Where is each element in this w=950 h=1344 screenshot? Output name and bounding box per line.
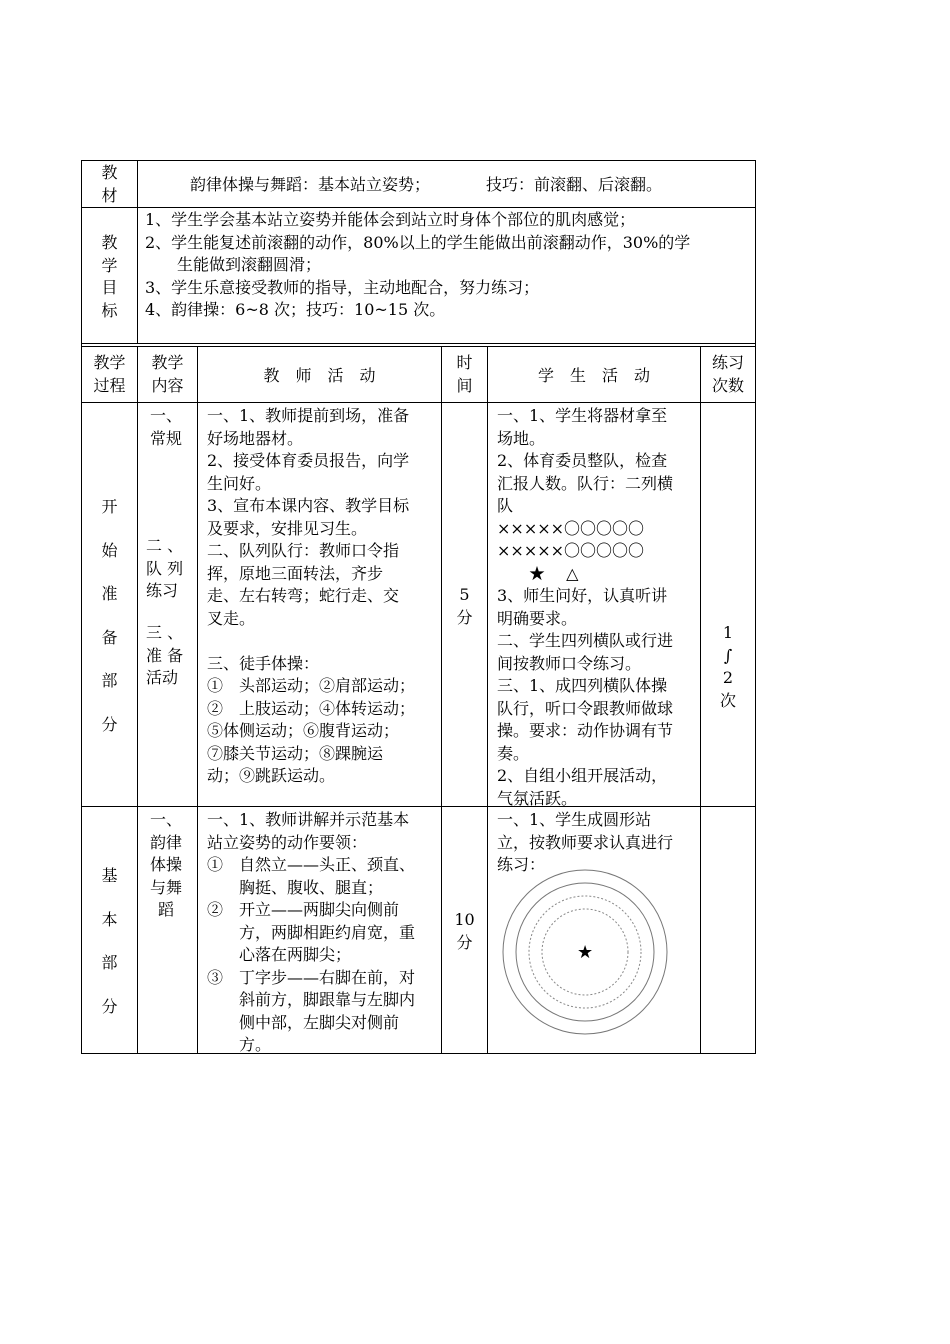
formation-row: ×××××〇〇〇〇〇	[497, 518, 645, 538]
time-text: 分	[456, 932, 473, 952]
count-text: 次	[719, 690, 736, 710]
section1-label	[82, 485, 137, 746]
section-label-char: 准	[101, 584, 118, 603]
student-line: 二、学生四列横队或行进	[497, 631, 674, 650]
section-label-char: 基	[101, 866, 118, 885]
section-label-char: 部	[101, 671, 118, 690]
header-text: 教学	[151, 353, 184, 372]
content-text: 与舞	[150, 877, 183, 897]
row-divider	[81, 207, 756, 208]
content-text: 二 、	[146, 536, 184, 555]
header-count	[701, 352, 755, 397]
teacher-line: 叉走。	[207, 608, 256, 628]
section-label-char: 分	[101, 996, 118, 1016]
teacher-line: 胸挺、腹收、腿直；	[207, 877, 384, 897]
section-label-char: 备	[101, 627, 118, 647]
teacher-line: 侧中部，左脚尖对侧前	[207, 1012, 400, 1032]
count-text: ∫	[723, 645, 733, 665]
table-border-top	[81, 160, 756, 161]
student-line: 三、1、成四列横队体操	[497, 676, 668, 695]
teacher-line: 站立姿势的动作要领：	[207, 832, 368, 852]
header-text: 过程	[93, 375, 126, 395]
student-line: 汇报人数。队行：二列横	[497, 473, 674, 493]
header-text: 间	[456, 375, 473, 395]
student-line: 练习：	[497, 855, 546, 874]
table-border-bottom	[81, 1053, 756, 1054]
header-text: 次数	[711, 375, 744, 395]
time-text: 10	[454, 910, 475, 929]
goal-line: 4、韵律操：6~8 次；技巧：10~15 次。	[145, 300, 446, 319]
student-line: 一、1、学生成圆形站	[497, 810, 652, 829]
student-line: 立，按教师要求认真进行	[497, 832, 674, 852]
content-text: 队 列	[146, 558, 184, 578]
teacher-star-icon: ★	[577, 942, 594, 963]
teacher-line: ⑤体侧运动；⑥腹背运动；	[207, 721, 400, 740]
header-student: 学 生 活 动	[537, 366, 650, 385]
content-text: 准 备	[146, 645, 184, 665]
section2-label	[82, 854, 137, 1028]
content-text: 韵律	[150, 832, 183, 852]
formation-row: ×××××〇〇〇〇〇	[497, 541, 645, 560]
student-line: 2、体育委员整队，检查	[497, 451, 668, 470]
column-divider	[197, 346, 198, 1054]
content-text: 三 、	[146, 623, 184, 642]
goals-label-char: 标	[101, 300, 118, 320]
teacher-line: ② 上肢运动；④体转运动；	[207, 698, 416, 718]
material-label-char: 材	[101, 185, 118, 205]
goals-label-char: 目	[101, 278, 118, 297]
count-text: 1	[722, 623, 734, 642]
teacher-line: 挥，原地三面转法，齐步	[207, 563, 384, 583]
student-line: 操。要求：动作协调有节	[497, 721, 674, 740]
teacher-line: 心落在两脚尖；	[207, 945, 352, 964]
section2-teacher-activities	[207, 809, 415, 1057]
goal-line: 2、学生能复述前滚翻的动作，80%以上的学生能做出前滚翻动作，30%的学	[145, 232, 691, 252]
student-line: 场地。	[497, 428, 546, 448]
teacher-line: 方。	[207, 1035, 272, 1054]
teacher-line: 及要求，安排见习生。	[207, 518, 368, 538]
section1-content-a	[150, 405, 182, 450]
student-line: 队行，听口令跟教师做球	[497, 698, 674, 718]
goals-label-char: 教	[101, 233, 118, 252]
row-divider	[81, 343, 756, 344]
section2-time	[442, 909, 487, 954]
student-line: 间按教师口令练习。	[497, 653, 642, 673]
section2-content	[150, 809, 182, 922]
column-divider	[137, 346, 138, 1054]
teacher-line: 好场地器材。	[207, 428, 304, 448]
goals-list	[145, 209, 690, 322]
teacher-line: ① 头部运动；②肩部运动；	[207, 676, 416, 695]
teacher-line: 一、1、教师提前到场，准备	[207, 406, 410, 425]
goal-line: 生能做到滚翻圆滑；	[145, 255, 322, 274]
goal-line: 1、学生学会基本站立姿势并能体会到站立时身体个部位的肌肉感觉；	[145, 210, 636, 229]
student-line: 2、自组小组开展活动，	[497, 766, 668, 785]
column-divider	[487, 346, 488, 1054]
section-label-char: 本	[101, 909, 118, 929]
header-text: 练习	[711, 353, 744, 372]
content-text: 体操	[150, 855, 183, 874]
section1-content-b	[146, 535, 183, 603]
goals-label	[82, 232, 137, 322]
row-divider	[81, 346, 756, 347]
column-divider	[137, 160, 138, 344]
header-process	[82, 352, 137, 397]
header-text: 教学	[93, 353, 126, 372]
teacher-line: 生问好。	[207, 473, 272, 493]
header-content	[138, 352, 197, 397]
section-label-char: 部	[101, 953, 118, 972]
material-label	[82, 162, 137, 207]
teacher-line: ③ 丁字步——右脚在前，对	[207, 967, 416, 987]
teacher-line: 2、接受体育委员报告，向学	[207, 451, 410, 470]
content-text: 常规	[150, 428, 183, 448]
teacher-line: 动；⑨跳跃运动。	[207, 766, 336, 785]
goal-line: 3、学生乐意接受教师的指导，主动地配合，努力练习；	[145, 277, 540, 297]
section-label-char: 分	[101, 714, 118, 734]
teacher-line: 一、1、教师讲解并示范基本	[207, 810, 410, 829]
section1-content-c	[146, 622, 183, 690]
student-line: 奏。	[497, 743, 530, 763]
header-text: 时	[456, 353, 473, 372]
content-text: 一、	[150, 810, 183, 829]
row-divider	[81, 402, 756, 403]
count-text: 2	[722, 668, 734, 687]
student-line: 一、1、学生将器材拿至	[497, 406, 668, 425]
header-teacher: 教 师 活 动	[263, 366, 376, 385]
material-content: 韵律体操与舞蹈：基本站立姿势； 技巧：前滚翻、后滚翻。	[190, 175, 663, 194]
formation-markers: ★ △	[497, 563, 579, 583]
content-text: 活动	[146, 668, 179, 687]
teacher-line: ⑦膝关节运动；⑧踝腕运	[207, 743, 384, 763]
header-text: 内容	[151, 375, 184, 395]
section1-count	[701, 622, 755, 712]
table-border-right	[755, 160, 756, 1054]
teacher-line: 3、宣布本课内容、教学目标	[207, 496, 410, 515]
section1-teacher-activities	[207, 405, 415, 788]
content-text: 练习	[146, 581, 179, 600]
teacher-line: ② 开立——两脚尖向侧前	[207, 900, 400, 919]
time-text: 分	[456, 607, 473, 627]
header-time	[442, 352, 487, 397]
teacher-line: 二、队列队行：教师口令指	[207, 541, 400, 560]
teacher-line: 斜前方，脚跟靠与左脚内	[207, 990, 416, 1009]
section1-student-activities	[497, 405, 673, 810]
teacher-line	[207, 630, 415, 653]
teacher-line: 方，两脚相距约肩宽，重	[207, 922, 416, 942]
student-line: 明确要求。	[497, 608, 578, 628]
time-text: 5	[459, 585, 470, 604]
student-line: 队	[497, 496, 514, 515]
teacher-line: 走、左右转弯；蛇行走、交	[207, 586, 400, 605]
section-label-char: 开	[101, 497, 118, 516]
content-text: 蹈	[158, 900, 175, 919]
section-label-char: 始	[101, 540, 118, 560]
content-text: 一、	[150, 406, 183, 425]
teacher-line: ① 自然立——头正、颈直、	[207, 855, 416, 874]
goals-label-char: 学	[101, 255, 118, 275]
section1-time	[442, 584, 487, 629]
student-line: 气氛活跃。	[497, 788, 578, 808]
teacher-line: 三、徒手体操：	[207, 653, 320, 673]
material-label-char: 教	[101, 163, 118, 182]
student-line: 3、师生问好，认真听讲	[497, 586, 668, 605]
